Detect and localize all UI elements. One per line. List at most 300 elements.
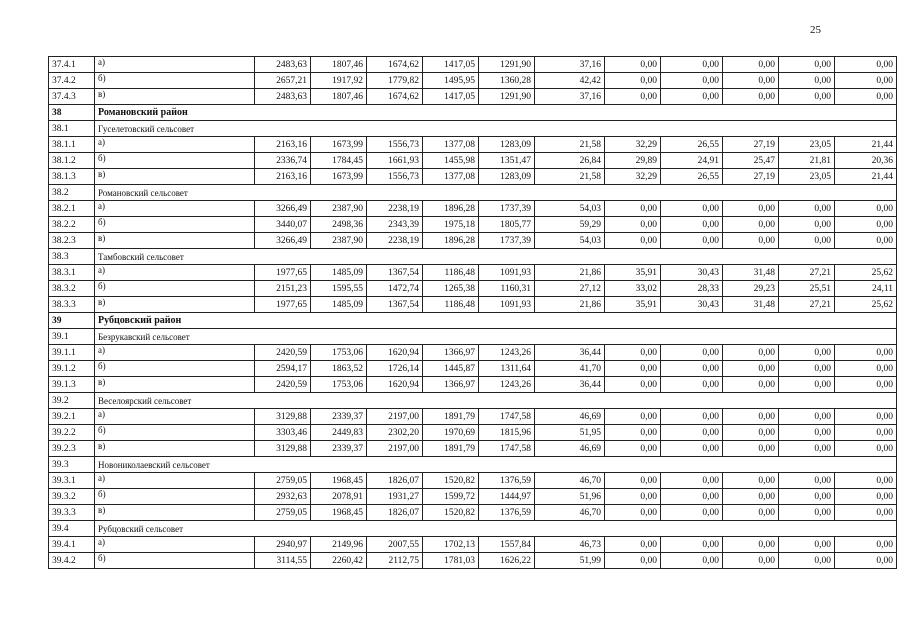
value-cell: 1366,97 xyxy=(423,377,479,393)
row-number-cell: 39.3.1 xyxy=(49,473,95,489)
value-cell: 2336,74 xyxy=(255,153,311,169)
value-cell: 54,03 xyxy=(535,233,605,249)
value-cell: 2112,75 xyxy=(367,553,423,569)
value-cell: 31,48 xyxy=(723,297,779,313)
variant-cell: а) xyxy=(95,473,255,489)
value-cell: 1595,55 xyxy=(311,281,367,297)
value-cell: 0,00 xyxy=(779,377,835,393)
value-cell: 46,70 xyxy=(535,505,605,521)
row-number-cell: 39.4 xyxy=(49,521,95,537)
subregion-title: Романовский сельсовет xyxy=(95,185,897,201)
value-cell: 1091,93 xyxy=(479,265,535,281)
value-cell: 1968,45 xyxy=(311,505,367,521)
table-row xyxy=(49,489,897,505)
value-cell: 0,00 xyxy=(605,73,661,89)
value-cell: 42,42 xyxy=(535,73,605,89)
value-cell: 1661,93 xyxy=(367,153,423,169)
value-cell: 0,00 xyxy=(779,425,835,441)
row-number-cell: 39.4.1 xyxy=(49,537,95,553)
value-cell: 1805,77 xyxy=(479,217,535,233)
table-row xyxy=(49,57,897,73)
value-cell: 1891,79 xyxy=(423,409,479,425)
value-cell: 0,00 xyxy=(605,233,661,249)
variant-cell: а) xyxy=(95,409,255,425)
value-cell: 2007,55 xyxy=(367,537,423,553)
value-cell: 3303,46 xyxy=(255,425,311,441)
table-row xyxy=(49,377,897,393)
value-cell: 1455,98 xyxy=(423,153,479,169)
value-cell: 0,00 xyxy=(835,537,897,553)
variant-cell: в) xyxy=(95,377,255,393)
value-cell: 1376,59 xyxy=(479,473,535,489)
value-cell: 0,00 xyxy=(605,217,661,233)
value-cell: 2302,20 xyxy=(367,425,423,441)
value-cell: 0,00 xyxy=(835,505,897,521)
value-cell: 0,00 xyxy=(723,201,779,217)
value-cell: 1556,73 xyxy=(367,137,423,153)
variant-cell: в) xyxy=(95,505,255,521)
value-cell: 46,73 xyxy=(535,537,605,553)
value-cell: 0,00 xyxy=(835,553,897,569)
value-cell: 1377,08 xyxy=(423,169,479,185)
value-cell: 46,69 xyxy=(535,441,605,457)
value-cell: 1472,74 xyxy=(367,281,423,297)
value-cell: 0,00 xyxy=(779,361,835,377)
value-cell: 0,00 xyxy=(661,505,723,521)
value-cell: 2151,23 xyxy=(255,281,311,297)
value-cell: 0,00 xyxy=(835,489,897,505)
value-cell: 0,00 xyxy=(661,409,723,425)
value-cell: 35,91 xyxy=(605,297,661,313)
value-cell: 1702,13 xyxy=(423,537,479,553)
row-number-cell: 38.3.1 xyxy=(49,265,95,281)
subregion-title: Веселоярский сельсовет xyxy=(95,393,897,409)
value-cell: 46,70 xyxy=(535,473,605,489)
value-cell: 23,05 xyxy=(779,169,835,185)
value-cell: 1367,54 xyxy=(367,265,423,281)
table-row xyxy=(49,89,897,105)
value-cell: 24,91 xyxy=(661,153,723,169)
subregion-heading-row xyxy=(49,521,897,537)
value-cell: 1417,05 xyxy=(423,57,479,73)
value-cell: 35,91 xyxy=(605,265,661,281)
table-row xyxy=(49,505,897,521)
variant-cell: в) xyxy=(95,233,255,249)
row-number-cell: 39.1.1 xyxy=(49,345,95,361)
value-cell: 1091,93 xyxy=(479,297,535,313)
value-cell: 2657,21 xyxy=(255,73,311,89)
value-cell: 1863,52 xyxy=(311,361,367,377)
value-cell: 1674,62 xyxy=(367,89,423,105)
value-cell: 1556,73 xyxy=(367,169,423,185)
value-cell: 0,00 xyxy=(723,425,779,441)
value-cell: 0,00 xyxy=(835,409,897,425)
value-cell: 0,00 xyxy=(605,489,661,505)
value-cell: 0,00 xyxy=(723,537,779,553)
value-cell: 1779,82 xyxy=(367,73,423,89)
value-cell: 0,00 xyxy=(723,57,779,73)
value-cell: 51,96 xyxy=(535,489,605,505)
value-cell: 0,00 xyxy=(835,201,897,217)
row-number-cell: 39.3.2 xyxy=(49,489,95,505)
value-cell: 1311,64 xyxy=(479,361,535,377)
value-cell: 0,00 xyxy=(779,201,835,217)
variant-cell: б) xyxy=(95,281,255,297)
row-number-cell: 38.1 xyxy=(49,121,95,137)
value-cell: 0,00 xyxy=(779,409,835,425)
value-cell: 2387,90 xyxy=(311,233,367,249)
value-cell: 2197,00 xyxy=(367,441,423,457)
value-cell: 0,00 xyxy=(779,553,835,569)
row-number-cell: 39.2.1 xyxy=(49,409,95,425)
subregion-heading-row xyxy=(49,393,897,409)
value-cell: 0,00 xyxy=(605,345,661,361)
variant-cell: б) xyxy=(95,153,255,169)
row-number-cell: 38 xyxy=(49,105,95,121)
value-cell: 0,00 xyxy=(605,361,661,377)
table-row xyxy=(49,553,897,569)
value-cell: 0,00 xyxy=(835,377,897,393)
row-number-cell: 38.1.2 xyxy=(49,153,95,169)
subregion-heading-row xyxy=(49,457,897,473)
value-cell: 0,00 xyxy=(661,73,723,89)
row-number-cell: 39.1.2 xyxy=(49,361,95,377)
value-cell: 36,44 xyxy=(535,377,605,393)
value-cell: 1367,54 xyxy=(367,297,423,313)
variant-cell: а) xyxy=(95,537,255,553)
value-cell: 1826,07 xyxy=(367,473,423,489)
value-cell: 30,43 xyxy=(661,265,723,281)
row-number-cell: 38.1.3 xyxy=(49,169,95,185)
value-cell: 3266,49 xyxy=(255,233,311,249)
value-cell: 1485,09 xyxy=(311,265,367,281)
value-cell: 1826,07 xyxy=(367,505,423,521)
value-cell: 59,29 xyxy=(535,217,605,233)
value-cell: 2339,37 xyxy=(311,409,367,425)
subregion-title: Новониколаевский сельсовет xyxy=(95,457,897,473)
value-cell: 2387,90 xyxy=(311,201,367,217)
value-cell: 1673,99 xyxy=(311,137,367,153)
row-number-cell: 39.2.2 xyxy=(49,425,95,441)
value-cell: 2759,05 xyxy=(255,473,311,489)
table-row xyxy=(49,73,897,89)
value-cell: 1673,99 xyxy=(311,169,367,185)
value-cell: 32,29 xyxy=(605,137,661,153)
value-cell: 1377,08 xyxy=(423,137,479,153)
value-cell: 1445,87 xyxy=(423,361,479,377)
row-number-cell: 38.2 xyxy=(49,185,95,201)
value-cell: 1283,09 xyxy=(479,137,535,153)
value-cell: 1351,47 xyxy=(479,153,535,169)
value-cell: 32,29 xyxy=(605,169,661,185)
value-cell: 0,00 xyxy=(779,345,835,361)
value-cell: 2238,19 xyxy=(367,201,423,217)
row-number-cell: 38.1.1 xyxy=(49,137,95,153)
value-cell: 1626,22 xyxy=(479,553,535,569)
value-cell: 1186,48 xyxy=(423,265,479,281)
value-cell: 0,00 xyxy=(605,377,661,393)
value-cell: 1747,58 xyxy=(479,441,535,457)
region-heading-row xyxy=(49,105,897,121)
value-cell: 1376,59 xyxy=(479,505,535,521)
value-cell: 0,00 xyxy=(779,57,835,73)
table-row xyxy=(49,153,897,169)
value-cell: 0,00 xyxy=(605,441,661,457)
subregion-heading-row xyxy=(49,249,897,265)
value-cell: 1977,65 xyxy=(255,265,311,281)
value-cell: 0,00 xyxy=(605,537,661,553)
table-row xyxy=(49,297,897,313)
value-cell: 1737,39 xyxy=(479,233,535,249)
value-cell: 0,00 xyxy=(661,553,723,569)
value-cell: 1160,31 xyxy=(479,281,535,297)
value-cell: 1243,26 xyxy=(479,377,535,393)
value-cell: 0,00 xyxy=(779,233,835,249)
value-cell: 0,00 xyxy=(779,89,835,105)
value-cell: 0,00 xyxy=(605,409,661,425)
subregion-heading-row xyxy=(49,121,897,137)
value-cell: 1360,28 xyxy=(479,73,535,89)
value-cell: 27,12 xyxy=(535,281,605,297)
value-cell: 37,16 xyxy=(535,57,605,73)
value-cell: 36,44 xyxy=(535,345,605,361)
value-cell: 3266,49 xyxy=(255,201,311,217)
value-cell: 1753,06 xyxy=(311,345,367,361)
table-row xyxy=(49,169,897,185)
value-cell: 37,16 xyxy=(535,89,605,105)
value-cell: 0,00 xyxy=(723,233,779,249)
value-cell: 0,00 xyxy=(605,425,661,441)
value-cell: 0,00 xyxy=(661,345,723,361)
value-cell: 1291,90 xyxy=(479,89,535,105)
variant-cell: б) xyxy=(95,425,255,441)
row-number-cell: 38.2.2 xyxy=(49,217,95,233)
table-row xyxy=(49,217,897,233)
value-cell: 2483,63 xyxy=(255,89,311,105)
value-cell: 1557,84 xyxy=(479,537,535,553)
value-cell: 1599,72 xyxy=(423,489,479,505)
value-cell: 1747,58 xyxy=(479,409,535,425)
value-cell: 0,00 xyxy=(661,57,723,73)
value-cell: 1520,82 xyxy=(423,473,479,489)
value-cell: 0,00 xyxy=(723,361,779,377)
value-cell: 26,55 xyxy=(661,137,723,153)
value-cell: 21,58 xyxy=(535,137,605,153)
value-cell: 0,00 xyxy=(605,201,661,217)
value-cell: 0,00 xyxy=(661,441,723,457)
value-cell: 3114,55 xyxy=(255,553,311,569)
table-row xyxy=(49,409,897,425)
value-cell: 26,55 xyxy=(661,169,723,185)
value-cell: 0,00 xyxy=(835,233,897,249)
value-cell: 1265,38 xyxy=(423,281,479,297)
value-cell: 1620,94 xyxy=(367,377,423,393)
row-number-cell: 37.4.1 xyxy=(49,57,95,73)
value-cell: 1977,65 xyxy=(255,297,311,313)
value-cell: 1896,28 xyxy=(423,233,479,249)
value-cell: 0,00 xyxy=(835,73,897,89)
variant-cell: а) xyxy=(95,201,255,217)
variant-cell: а) xyxy=(95,265,255,281)
value-cell: 1291,90 xyxy=(479,57,535,73)
value-cell: 1753,06 xyxy=(311,377,367,393)
value-cell: 1807,46 xyxy=(311,57,367,73)
value-cell: 0,00 xyxy=(605,553,661,569)
value-cell: 1417,05 xyxy=(423,89,479,105)
value-cell: 3440,07 xyxy=(255,217,311,233)
variant-cell: а) xyxy=(95,137,255,153)
value-cell: 0,00 xyxy=(835,217,897,233)
value-cell: 2149,96 xyxy=(311,537,367,553)
value-cell: 0,00 xyxy=(661,537,723,553)
row-number-cell: 39.1 xyxy=(49,329,95,345)
value-cell: 2449,83 xyxy=(311,425,367,441)
row-number-cell: 37.4.2 xyxy=(49,73,95,89)
value-cell: 2498,36 xyxy=(311,217,367,233)
value-cell: 29,89 xyxy=(605,153,661,169)
value-cell: 46,69 xyxy=(535,409,605,425)
value-cell: 1931,27 xyxy=(367,489,423,505)
value-cell: 1896,28 xyxy=(423,201,479,217)
value-cell: 21,44 xyxy=(835,137,897,153)
value-cell: 1807,46 xyxy=(311,89,367,105)
value-cell: 2420,59 xyxy=(255,377,311,393)
row-number-cell: 38.3.2 xyxy=(49,281,95,297)
value-cell: 0,00 xyxy=(605,57,661,73)
subregion-heading-row xyxy=(49,329,897,345)
row-number-cell: 39.4.2 xyxy=(49,553,95,569)
value-cell: 21,86 xyxy=(535,297,605,313)
value-cell: 54,03 xyxy=(535,201,605,217)
value-cell: 2759,05 xyxy=(255,505,311,521)
value-cell: 24,11 xyxy=(835,281,897,297)
row-number-cell: 38.2.3 xyxy=(49,233,95,249)
subregion-title: Безрукавский сельсовет xyxy=(95,329,897,345)
value-cell: 1968,45 xyxy=(311,473,367,489)
value-cell: 29,23 xyxy=(723,281,779,297)
value-cell: 1520,82 xyxy=(423,505,479,521)
value-cell: 2078,91 xyxy=(311,489,367,505)
value-cell: 0,00 xyxy=(779,505,835,521)
value-cell: 33,02 xyxy=(605,281,661,297)
row-number-cell: 39 xyxy=(49,313,95,329)
value-cell: 27,21 xyxy=(779,297,835,313)
value-cell: 0,00 xyxy=(661,89,723,105)
value-cell: 27,19 xyxy=(723,137,779,153)
row-number-cell: 37.4.3 xyxy=(49,89,95,105)
value-cell: 1917,92 xyxy=(311,73,367,89)
subregion-title: Тамбовский сельсовет xyxy=(95,249,897,265)
row-number-cell: 39.3 xyxy=(49,457,95,473)
variant-cell: в) xyxy=(95,441,255,457)
value-cell: 30,43 xyxy=(661,297,723,313)
value-cell: 0,00 xyxy=(661,361,723,377)
value-cell: 1815,96 xyxy=(479,425,535,441)
table-row xyxy=(49,537,897,553)
value-cell: 0,00 xyxy=(661,377,723,393)
value-cell: 0,00 xyxy=(779,217,835,233)
value-cell: 2238,19 xyxy=(367,233,423,249)
value-cell: 0,00 xyxy=(835,89,897,105)
variant-cell: б) xyxy=(95,217,255,233)
value-cell: 0,00 xyxy=(723,441,779,457)
value-cell: 1444,97 xyxy=(479,489,535,505)
value-cell: 0,00 xyxy=(661,217,723,233)
value-cell: 21,81 xyxy=(779,153,835,169)
value-cell: 0,00 xyxy=(605,473,661,489)
variant-cell: б) xyxy=(95,73,255,89)
variant-cell: в) xyxy=(95,297,255,313)
value-cell: 0,00 xyxy=(835,473,897,489)
value-cell: 0,00 xyxy=(723,73,779,89)
value-cell: 2197,00 xyxy=(367,409,423,425)
value-cell: 0,00 xyxy=(779,73,835,89)
row-number-cell: 39.1.3 xyxy=(49,377,95,393)
value-cell: 25,62 xyxy=(835,297,897,313)
value-cell: 1674,62 xyxy=(367,57,423,73)
value-cell: 0,00 xyxy=(723,553,779,569)
value-cell: 0,00 xyxy=(779,537,835,553)
value-cell: 2932,63 xyxy=(255,489,311,505)
value-cell: 1726,14 xyxy=(367,361,423,377)
value-cell: 0,00 xyxy=(779,489,835,505)
region-title: Романовский район xyxy=(95,105,897,121)
value-cell: 0,00 xyxy=(723,217,779,233)
value-cell: 23,05 xyxy=(779,137,835,153)
value-cell: 2483,63 xyxy=(255,57,311,73)
value-cell: 1495,95 xyxy=(423,73,479,89)
variant-cell: в) xyxy=(95,89,255,105)
value-cell: 21,58 xyxy=(535,169,605,185)
value-cell: 1243,26 xyxy=(479,345,535,361)
page-number: 25 xyxy=(810,24,821,36)
value-cell: 27,21 xyxy=(779,265,835,281)
value-cell: 41,70 xyxy=(535,361,605,377)
row-number-cell: 39.3.3 xyxy=(49,505,95,521)
value-cell: 2343,39 xyxy=(367,217,423,233)
tariff-table xyxy=(48,56,897,569)
value-cell: 3129,88 xyxy=(255,441,311,457)
row-number-cell: 38.3 xyxy=(49,249,95,265)
table-row xyxy=(49,441,897,457)
variant-cell: б) xyxy=(95,553,255,569)
variant-cell: б) xyxy=(95,361,255,377)
value-cell: 2163,16 xyxy=(255,169,311,185)
subregion-title: Гуселетовский сельсовет xyxy=(95,121,897,137)
value-cell: 25,62 xyxy=(835,265,897,281)
value-cell: 1891,79 xyxy=(423,441,479,457)
value-cell: 0,00 xyxy=(661,489,723,505)
value-cell: 51,95 xyxy=(535,425,605,441)
value-cell: 0,00 xyxy=(835,345,897,361)
table-row xyxy=(49,361,897,377)
value-cell: 31,48 xyxy=(723,265,779,281)
value-cell: 3129,88 xyxy=(255,409,311,425)
value-cell: 2594,17 xyxy=(255,361,311,377)
row-number-cell: 38.2.1 xyxy=(49,201,95,217)
row-number-cell: 39.2.3 xyxy=(49,441,95,457)
subregion-title: Рубцовский сельсовет xyxy=(95,521,897,537)
value-cell: 51,99 xyxy=(535,553,605,569)
value-cell: 25,47 xyxy=(723,153,779,169)
variant-cell: б) xyxy=(95,489,255,505)
table-row xyxy=(49,265,897,281)
value-cell: 0,00 xyxy=(835,361,897,377)
table-body xyxy=(49,57,897,569)
value-cell: 2339,37 xyxy=(311,441,367,457)
value-cell: 21,86 xyxy=(535,265,605,281)
table-row xyxy=(49,233,897,249)
